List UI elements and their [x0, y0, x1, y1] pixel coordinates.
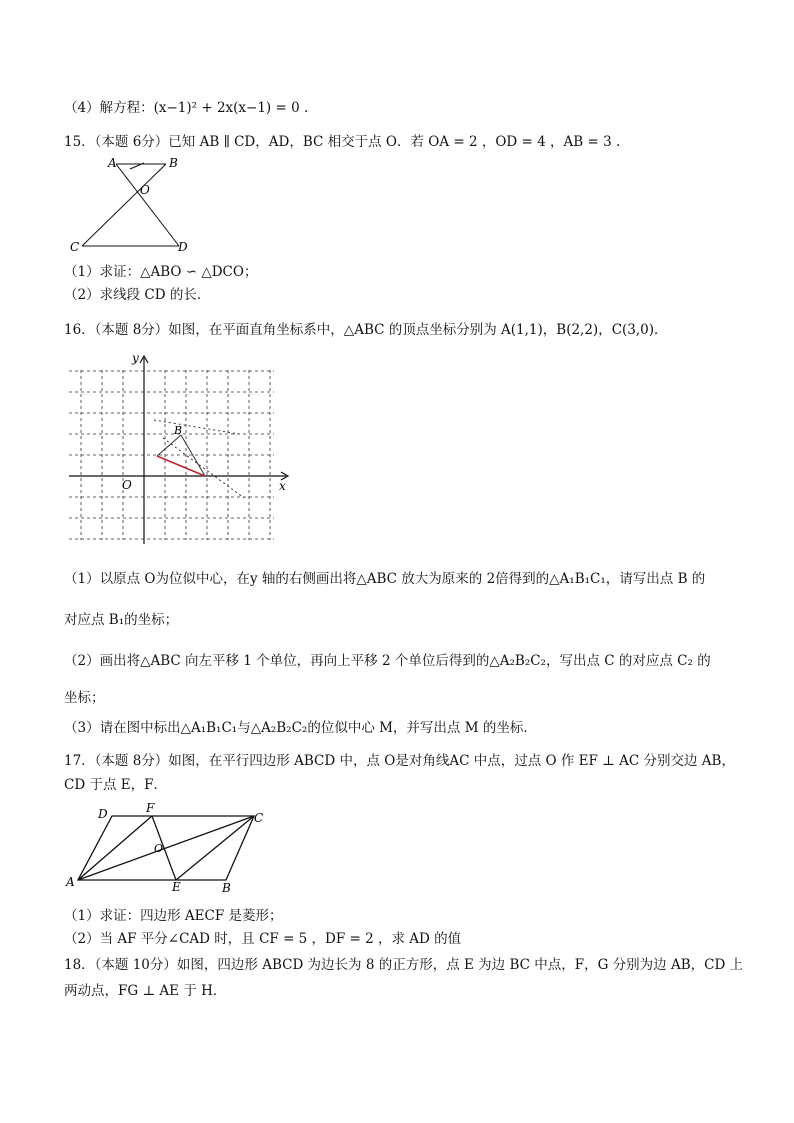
label-B: B [174, 424, 183, 437]
q17-header-line2: CD 于点 E，F． [64, 777, 167, 793]
q16-part1-line1: （1）以原点 O为位似中心，在y 轴的右侧画出将△ABC 放大为原来的 2倍得到的△A₁B₁C₁，请写出点 B 的 [64, 571, 706, 587]
q18-header-line1: 18．（本题 10分）如图，四边形 ABCD 为边长为 8 的正方形，点 E 为边 BC 中点，F，G 分别为边 AB，CD 上 [64, 957, 744, 973]
label-D: D [98, 807, 108, 821]
sketch-line [163, 438, 244, 498]
label-F: F [146, 801, 155, 815]
q16-part2-line2: 坐标； [64, 690, 105, 706]
label-B: B [222, 881, 231, 895]
segment-ab [157, 435, 181, 456]
label-y: y [132, 351, 139, 365]
segment-bc [181, 435, 205, 476]
q16-part2-line1: （2）画出将△ABC 向左平移 1 个单位，再向上平移 2 个单位后得到的△A₂B₂C₂，写出点 C 的对应点 C₂ 的 [64, 653, 711, 669]
label-D: D [178, 240, 188, 254]
q15-header: 15．（本题 6分）已知 [64, 134, 196, 150]
q15-part2: （2）求线段 CD 的长． [64, 287, 211, 303]
segment-ac-red [157, 456, 205, 476]
q17-figure [64, 800, 274, 895]
q15-statement: AB ∥ CD，AD，BC 相交于点 O．若 OA = 2 ，OD = 4 ，AB = 3 . [199, 134, 621, 150]
diagonal-ac [78, 816, 254, 880]
label-x: x [279, 479, 286, 493]
q18-header-line2: 两动点，FG ⊥ AE 于 H． [64, 983, 227, 999]
q14-part4 [64, 99, 308, 117]
label-E: E [172, 880, 181, 894]
q15-statement-line [64, 133, 620, 151]
segment-af [78, 816, 152, 880]
label-A: A [108, 156, 117, 170]
label-A: A [66, 875, 75, 889]
label-C: C [70, 240, 80, 254]
q17-part1: （1）求证：四边形 AECF 是菱形； [64, 908, 283, 924]
label-O: O [154, 842, 164, 855]
q16-part1-line2: 对应点 B₁的坐标； [64, 612, 179, 628]
label-O: O [140, 183, 150, 197]
segment-bc [82, 164, 166, 246]
q15-part1: （1）求证：△ABO ∽ △DCO； [64, 264, 258, 280]
sketch-line-2 [154, 420, 239, 434]
q14-part4-equation: (x−1)² + 2x(x−1) = 0 . [153, 100, 309, 116]
q15-figure [64, 155, 204, 255]
segment-ad [116, 164, 179, 246]
label-B: B [169, 156, 178, 170]
q16-header: 16．（本题 8分）如图，在平面直角坐标系中，△ABC 的顶点坐标分别为 A(1,1)，B(2,2)，C(3,0)． [64, 322, 668, 338]
label-O: O [122, 478, 132, 492]
q17-part2: （2）当 AF 平分∠CAD 时，且 CF = 5 ，DF = 2 ，求 AD 的值 [64, 931, 462, 947]
q17-header-line1: 17．（本题 8分）如图，在平行四边形 ABCD 中，点 O是对角线AC 中点，过点 O 作 EF ⊥ AC 分别交边 AB， [64, 753, 735, 769]
q16-coordinate-grid [64, 350, 294, 550]
label-C: C [254, 811, 264, 825]
q14-part4-label: （4）解方程： [64, 100, 154, 116]
segment-ec [176, 816, 254, 880]
q16-part3: （3）请在图中标出△A₁B₁C₁与△A₂B₂C₂的位似中心 M，并写出点 M 的坐标． [64, 720, 537, 736]
